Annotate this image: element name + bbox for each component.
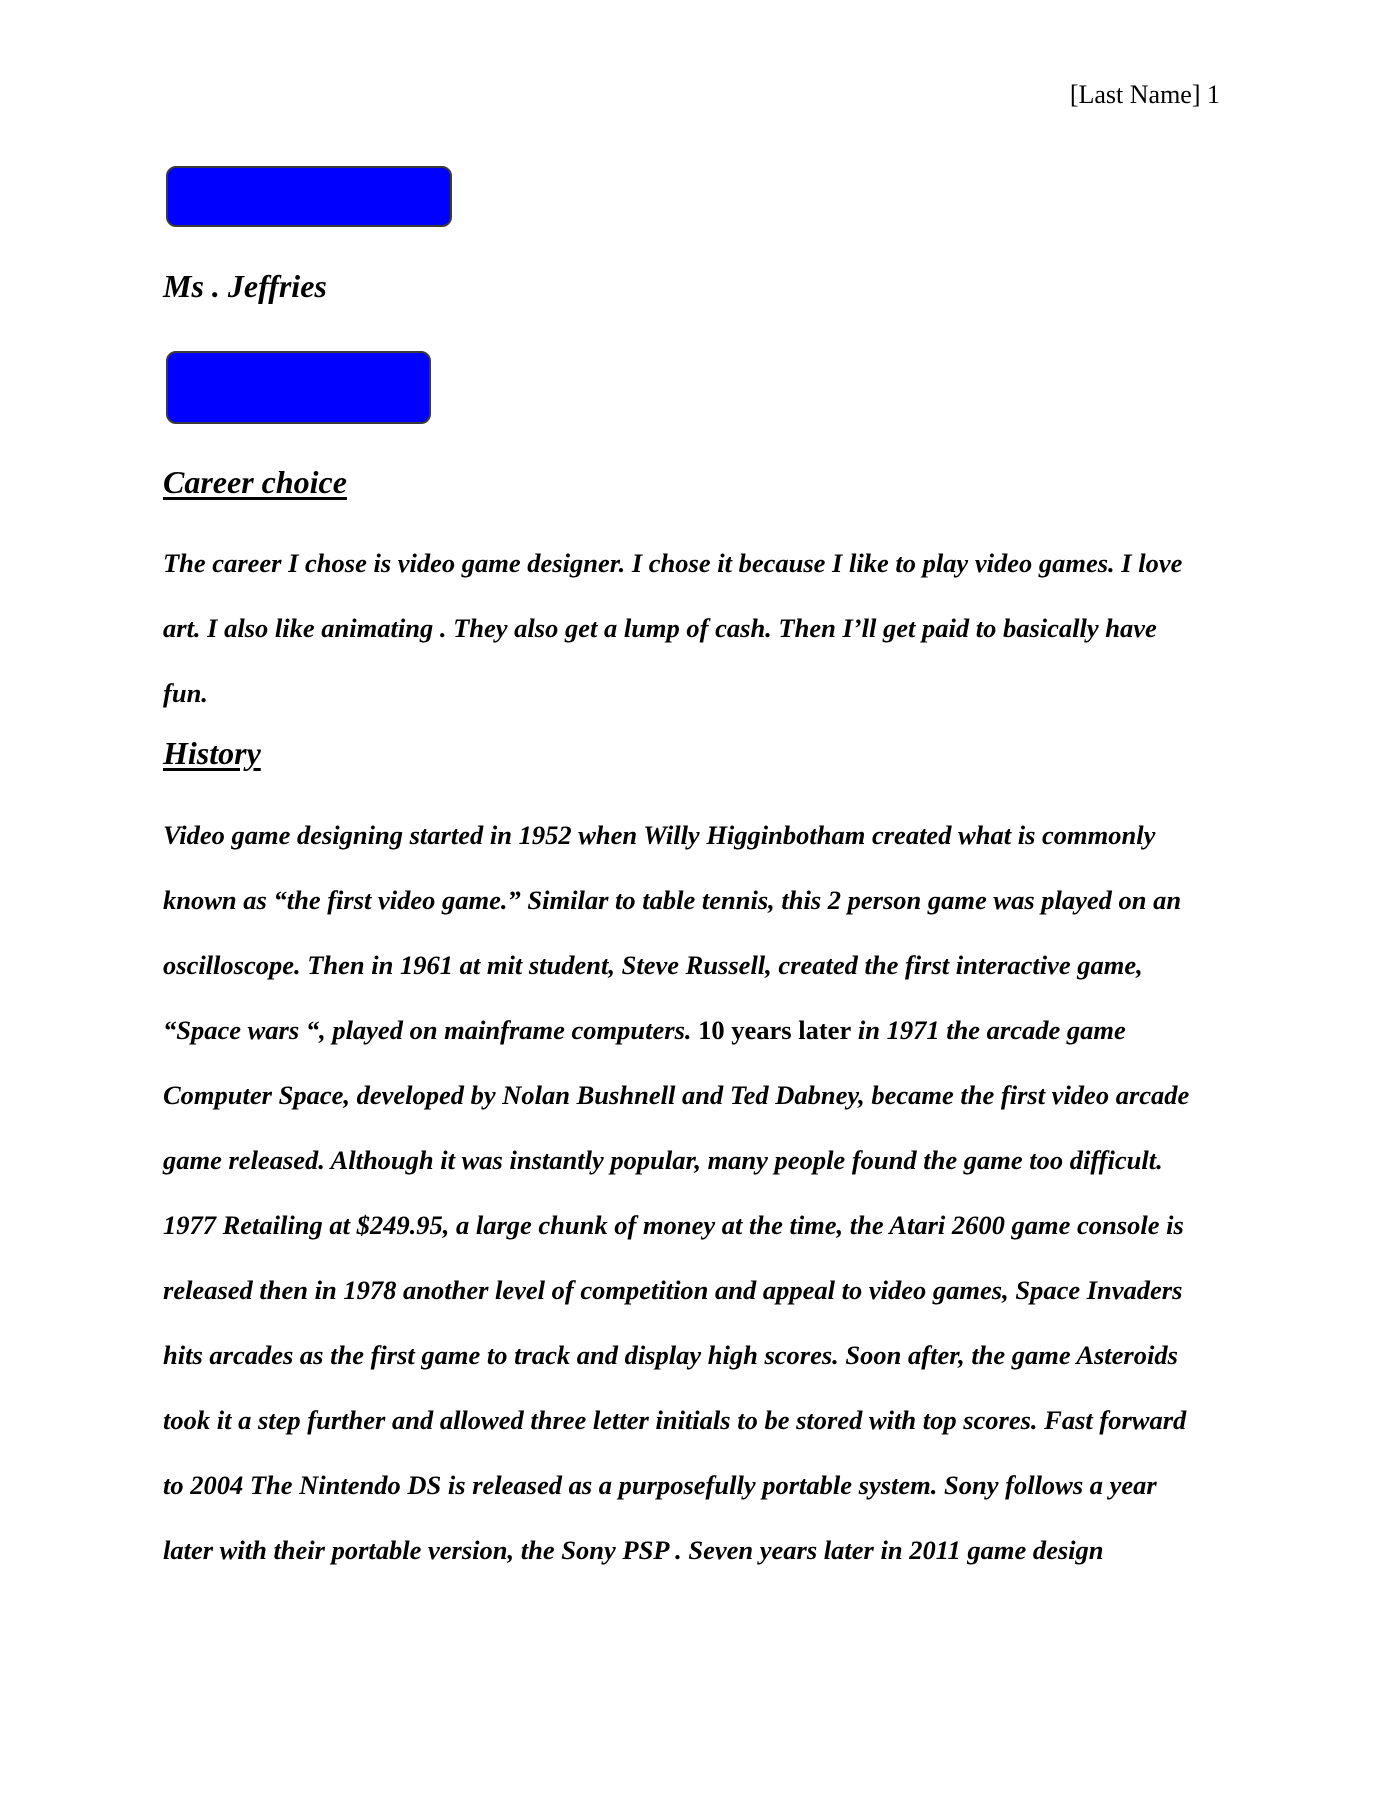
paragraph-history (163, 803, 1189, 1583)
career-line-1: The career I chose is video game designer. I chose it because I like to play video games. I love (163, 548, 1183, 578)
history-line-11: to 2004 The Nintendo DS is released as a purposefully portable system. Sony follows a year (163, 1470, 1157, 1500)
history-line-4-part-1: “Space wars “, played on mainframe computers. (163, 1015, 699, 1045)
history-line-7: 1977 Retailing at $249.95, a large chunk of money at the time, the Atari 2600 game console is (163, 1210, 1184, 1240)
history-line-4-part-3: in 1971 the arcade game (851, 1015, 1126, 1045)
history-line-10: took it a step further and allowed three letter initials to be stored with top scores. Fast forward (163, 1405, 1187, 1435)
redaction-block-name (166, 166, 452, 227)
heading-history: History (163, 735, 261, 771)
history-line-5: Computer Space, developed by Nolan Bushnell and Ted Dabney, became the first video arcade (163, 1080, 1190, 1110)
history-line-12: later with their portable version, the Sony PSP . Seven years later in 2011 game design (163, 1535, 1104, 1565)
history-line-3: oscilloscope. Then in 1961 at mit student, Steve Russell, created the first interactive game, (163, 950, 1143, 980)
teacher-name: Ms . Jeffries (163, 268, 327, 304)
redaction-block-date (166, 351, 431, 424)
history-line-8: released then in 1978 another level of competition and appeal to video games, Space Invaders (163, 1275, 1183, 1305)
history-line-6: game released. Although it was instantly popular, many people found the game too difficult. (163, 1145, 1163, 1175)
history-line-9: hits arcades as the first game to track and display high scores. Soon after, the game Asteroids (163, 1340, 1178, 1370)
paragraph-career-choice (163, 531, 1182, 726)
career-line-3: fun. (163, 678, 208, 708)
career-line-2: art. I also like animating . They also get a lump of cash. Then I’ll get paid to basically have (163, 613, 1157, 643)
history-line-2: known as “the first video game.” Similar to table tennis, this 2 person game was played on an (163, 885, 1182, 915)
history-line-4 (163, 998, 1189, 1063)
history-line-4-upright-phrase: 10 years later (698, 1015, 852, 1045)
heading-career-choice: Career choice (163, 464, 347, 500)
running-head: [Last Name] 1 (1069, 80, 1220, 109)
history-line-1: Video game designing started in 1952 when Willy Higginbotham created what is commonly (163, 820, 1156, 850)
